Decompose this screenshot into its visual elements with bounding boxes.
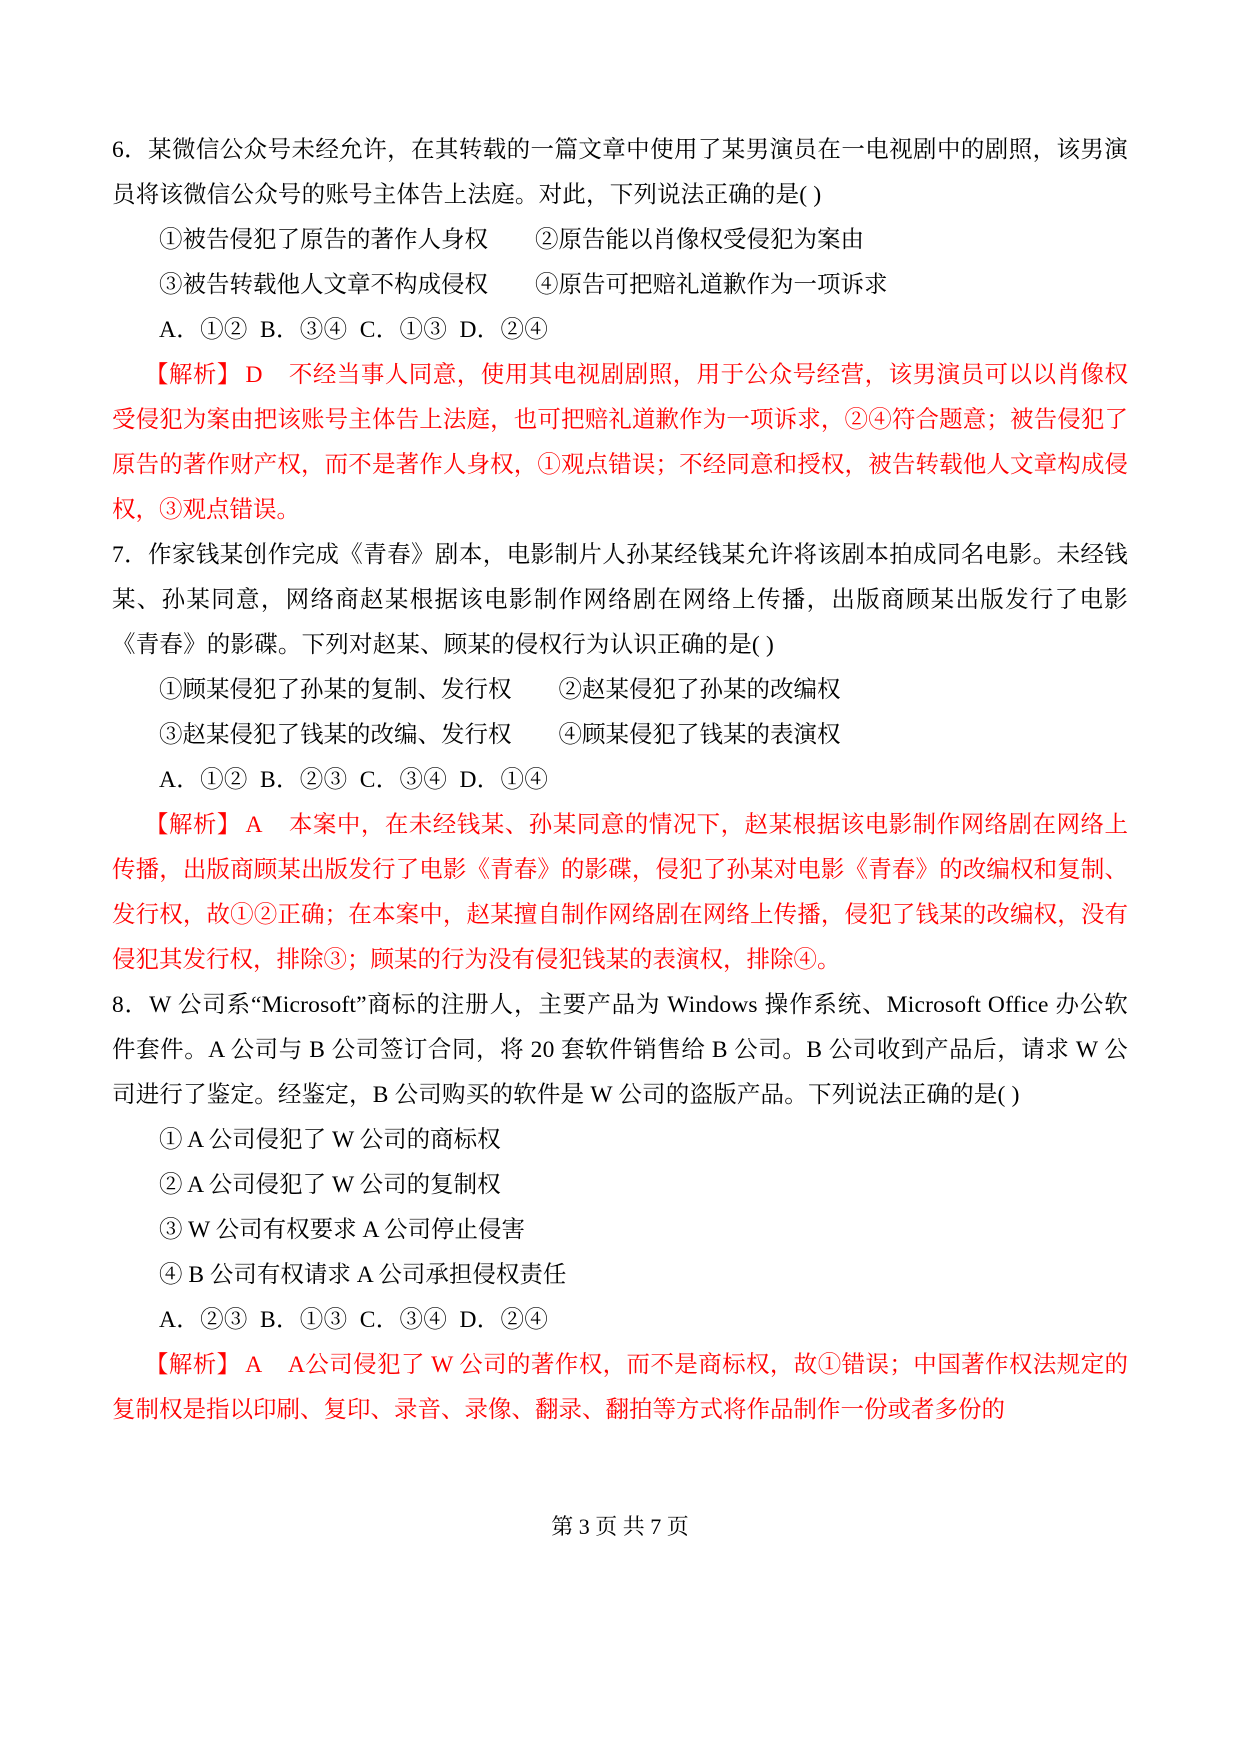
explanation-text: A公司侵犯了 W 公司的著作权，而不是商标权，故①错误；中国著作权法规定的复制权是指以印刷、复印、录音、录像、翻录、翻拍等方式将作品制作一份或者多份的 [112,1352,1128,1423]
explanation-block [112,1343,1128,1433]
question-statement-row [112,668,1128,713]
explanation-block [112,803,1128,983]
explanation-answer: A [245,1352,263,1378]
statement-4: ④顾某侵犯了钱某的表演权 [558,722,841,748]
question-statement-row [112,218,1128,263]
explanation-text: 不经当事人同意，使用其电视剧剧照，用于公众号经营，该男演员可以以肖像权受侵犯为案由把该账号主体告上法庭，也可把赔礼道歉作为一项诉求，②④符合题意；被告侵犯了原告的著作财产权，而不是著作人身权，①观点错误；不经同意和授权，被告转载他人文章构成侵权，③观点错误。 [112,362,1129,523]
question-block-7 [112,533,1128,983]
explanation-block [112,353,1128,533]
explanation-answer: D [245,362,263,388]
question-statement-3: ③ W 公司有权要求 A 公司停止侵害 [159,1217,526,1243]
page-content [112,128,1128,1433]
question-stem: 8．W 公司系“Microsoft”商标的注册人，主要产品为 Windows 操作系统、Microsoft Office 办公软件套件。A 公司与 B 公司签订合同，将 20 套软件销售给 B 公司。B 公司收到产品后，请求 W 公司进行了鉴定。经鉴定，B 公司购买的软件是 W 公司的盗版产品。下列说法正确的是( ) [112,992,1128,1108]
question-statement-4: ④ B 公司有权请求 A 公司承担侵权责任 [159,1262,567,1288]
statement-4: ④原告可把赔礼道歉作为一项诉求 [535,272,888,298]
explanation-answer: A [245,812,263,838]
question-statement-2: ② A 公司侵犯了 W 公司的复制权 [159,1172,501,1198]
question-stem: 6．某微信公众号未经允许，在其转载的一篇文章中使用了某男演员在一电视剧中的剧照，该男演员将该微信公众号的账号主体告上法庭。对此，下列说法正确的是( ) [112,137,1128,208]
statement-1: ①顾某侵犯了孙某的复制、发行权 [159,677,512,703]
question-choices: A．①② B．②③ C．③④ D．①④ [159,767,549,793]
explanation-label: 【解析】 [144,1352,241,1378]
statement-2: ②原告能以肖像权受侵犯为案由 [535,227,864,253]
question-stem: 7．作家钱某创作完成《青春》剧本，电影制片人孙某经钱某允许将该剧本拍成同名电影。未经钱某、孙某同意，网络商赵某根据该电影制作网络剧在网络上传播，出版商顾某出版发行了电影《青春》的影碟。下列对赵某、顾某的侵权行为认识正确的是( ) [112,542,1128,658]
question-statement-row [112,713,1128,758]
statement-1: ①被告侵犯了原告的著作人身权 [159,227,488,253]
question-block-8 [112,983,1128,1433]
explanation-text: 本案中，在未经钱某、孙某同意的情况下，赵某根据该电影制作网络剧在网络上传播，出版商顾某出版发行了电影《青春》的影碟，侵犯了孙某对电影《青春》的改编权和复制、发行权，故①②正确；在本案中，赵某擅自制作网络剧在网络上传播，侵犯了钱某的改编权，没有侵犯其发行权，排除③；顾某的行为没有侵犯钱某的表演权，排除④。 [112,812,1129,973]
statement-gap [488,272,535,298]
question-choices: A．①② B．③④ C．①③ D．②④ [159,317,549,343]
page-footer [0,1512,1240,1542]
question-statement-1: ① A 公司侵犯了 W 公司的商标权 [159,1127,501,1153]
statement-gap [512,722,559,748]
statement-2: ②赵某侵犯了孙某的改编权 [558,677,841,703]
statement-3: ③赵某侵犯了钱某的改编、发行权 [159,722,512,748]
explanation-label: 【解析】 [144,812,241,838]
question-block-6 [112,128,1128,533]
statement-gap [488,227,535,253]
page-number-label: 第 3 页 共 7 页 [551,1514,689,1539]
question-choices: A．②③ B．①③ C．③④ D．②④ [159,1307,549,1333]
statement-3: ③被告转载他人文章不构成侵权 [159,272,488,298]
explanation-label: 【解析】 [144,362,241,388]
statement-gap [512,677,559,703]
question-statement-row [112,263,1128,308]
